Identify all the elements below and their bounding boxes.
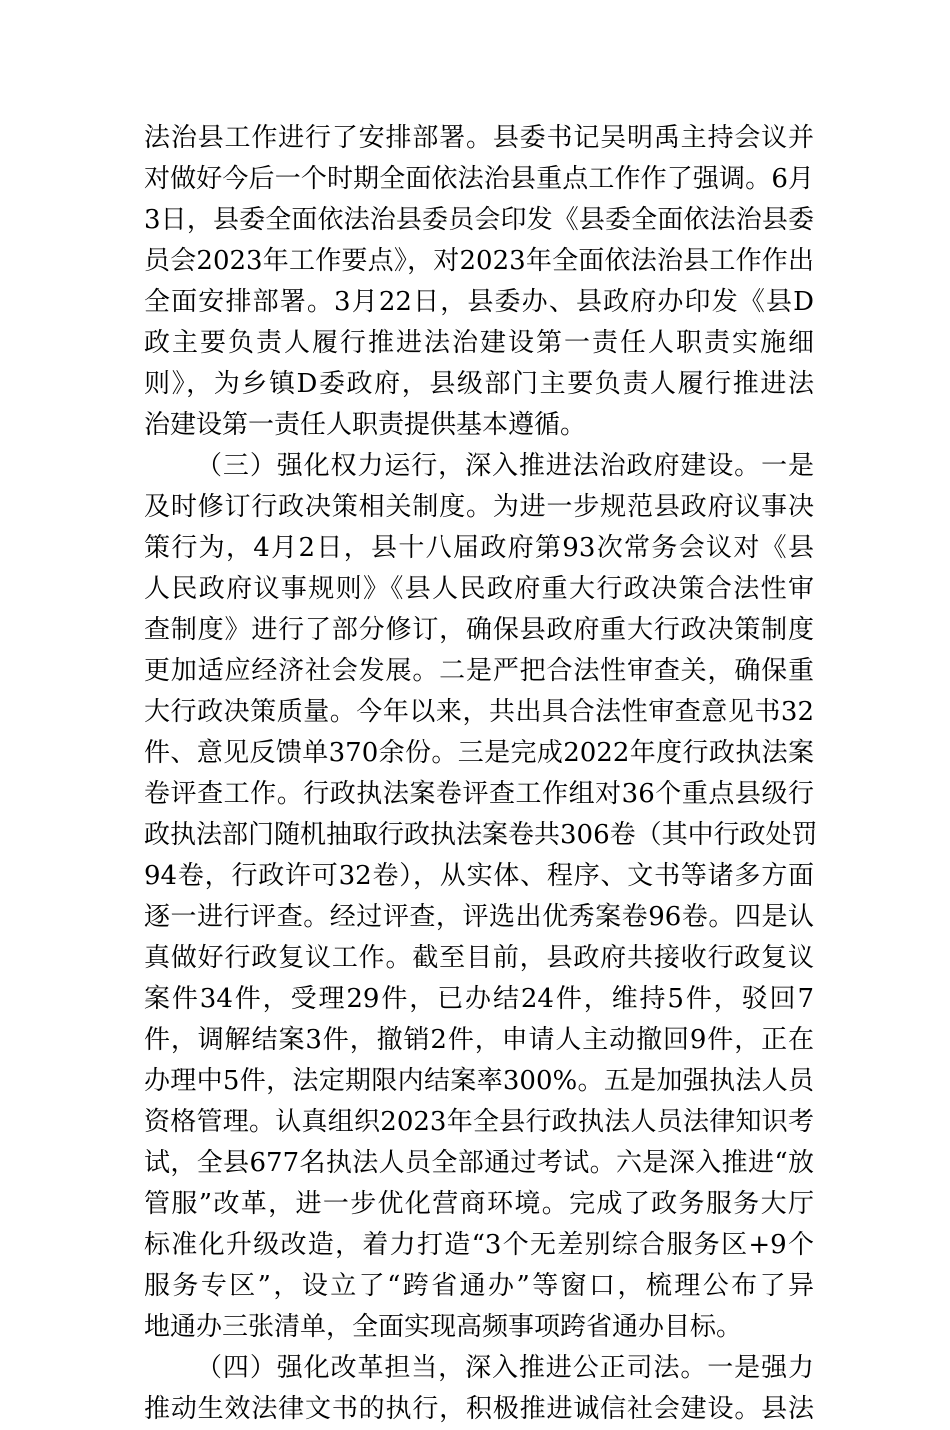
- paragraph-heading-line: （三）强化权力运行，深入推进法治政府建设。一是: [196, 451, 814, 481]
- text-line: 推动生效法律文书的执行，积极推进诚信社会建设。县法: [144, 1394, 814, 1424]
- text-line: 逐一进行评查。经过评查，评选出优秀案卷96卷。四是认: [144, 902, 814, 932]
- text-line: 3日，县委全面依法治县委员会印发《县委全面依法治县委: [144, 205, 814, 235]
- text-line: 对做好今后一个时期全面依法治县重点工作作了强调。6月: [144, 164, 814, 194]
- text-line: 政主要负责人履行推进法治建设第一责任人职责实施细: [144, 328, 814, 358]
- text-line: 标准化升级改造，着力打造“3个无差别综合服务区+9个: [144, 1230, 814, 1260]
- paragraph-heading-line: （四）强化改革担当，深入推进公正司法。一是强力: [196, 1353, 814, 1383]
- text-line: 查制度》进行了部分修订，确保县政府重大行政决策制度: [144, 615, 814, 645]
- text-line: 地通办三张清单，全面实现高频事项跨省通办目标。: [144, 1312, 743, 1342]
- paragraph-1: [144, 118, 814, 446]
- paragraph-2: [144, 446, 818, 1348]
- text-line: 真做好行政复议工作。截至目前，县政府共接收行政复议: [144, 943, 814, 973]
- text-line: 大行政决策质量。今年以来，共出具合法性审查意见书32: [144, 697, 814, 727]
- text-line: 卷评查工作。行政执法案卷评查工作组对36个重点县级行: [144, 779, 814, 809]
- text-line: 管服”改革，进一步优化营商环境。完成了政务服务大厅: [144, 1189, 814, 1219]
- text-line: 策行为，4月2日，县十八届政府第93次常务会议对《县: [144, 533, 814, 563]
- text-line: 94卷，行政许可32卷），从实体、程序、文书等诸多方面: [144, 861, 814, 891]
- text-line: 法治县工作进行了安排部署。县委书记吴明禹主持会议并: [144, 123, 814, 153]
- text-line: 服务专区”，设立了“跨省通办”等窗口，梳理公布了异: [144, 1271, 814, 1301]
- text-line: 案件34件，受理29件，已办结24件，维持5件，驳回7: [144, 984, 814, 1014]
- text-line: 试，全县677名执法人员全部通过考试。六是深入推进“放: [144, 1148, 814, 1178]
- text-line: 及时修订行政决策相关制度。为进一步规范县政府议事决: [144, 492, 814, 522]
- text-line: 全面安排部署。3月22日，县委办、县政府办印发《县D: [144, 287, 814, 317]
- text-line: 政执法部门随机抽取行政执法案卷共306卷（其中行政处罚: [144, 820, 818, 850]
- text-line: 办理中5件，法定期限内结案率300%。五是加强执法人员: [144, 1066, 814, 1096]
- text-line: 资格管理。认真组织2023年全县行政执法人员法律知识考: [144, 1107, 814, 1137]
- text-line: 更加适应经济社会发展。二是严把合法性审查关，确保重: [144, 656, 814, 686]
- text-line: 则》，为乡镇D委政府，县级部门主要负责人履行推进法: [144, 369, 814, 399]
- paragraph-3: [144, 1348, 814, 1430]
- text-line: 治建设第一责任人职责提供基本遵循。: [144, 410, 587, 440]
- text-line: 员会2023年工作要点》，对2023年全面依法治县工作作出: [144, 246, 814, 276]
- text-line: 件，调解结案3件，撤销2件，申请人主动撤回9件，正在: [144, 1025, 814, 1055]
- text-line: 件、意见反馈单370余份。三是完成2022年度行政执法案: [144, 738, 814, 768]
- text-line: 人民政府议事规则》《县人民政府重大行政决策合法性审: [144, 574, 814, 604]
- document-body: [144, 118, 818, 1430]
